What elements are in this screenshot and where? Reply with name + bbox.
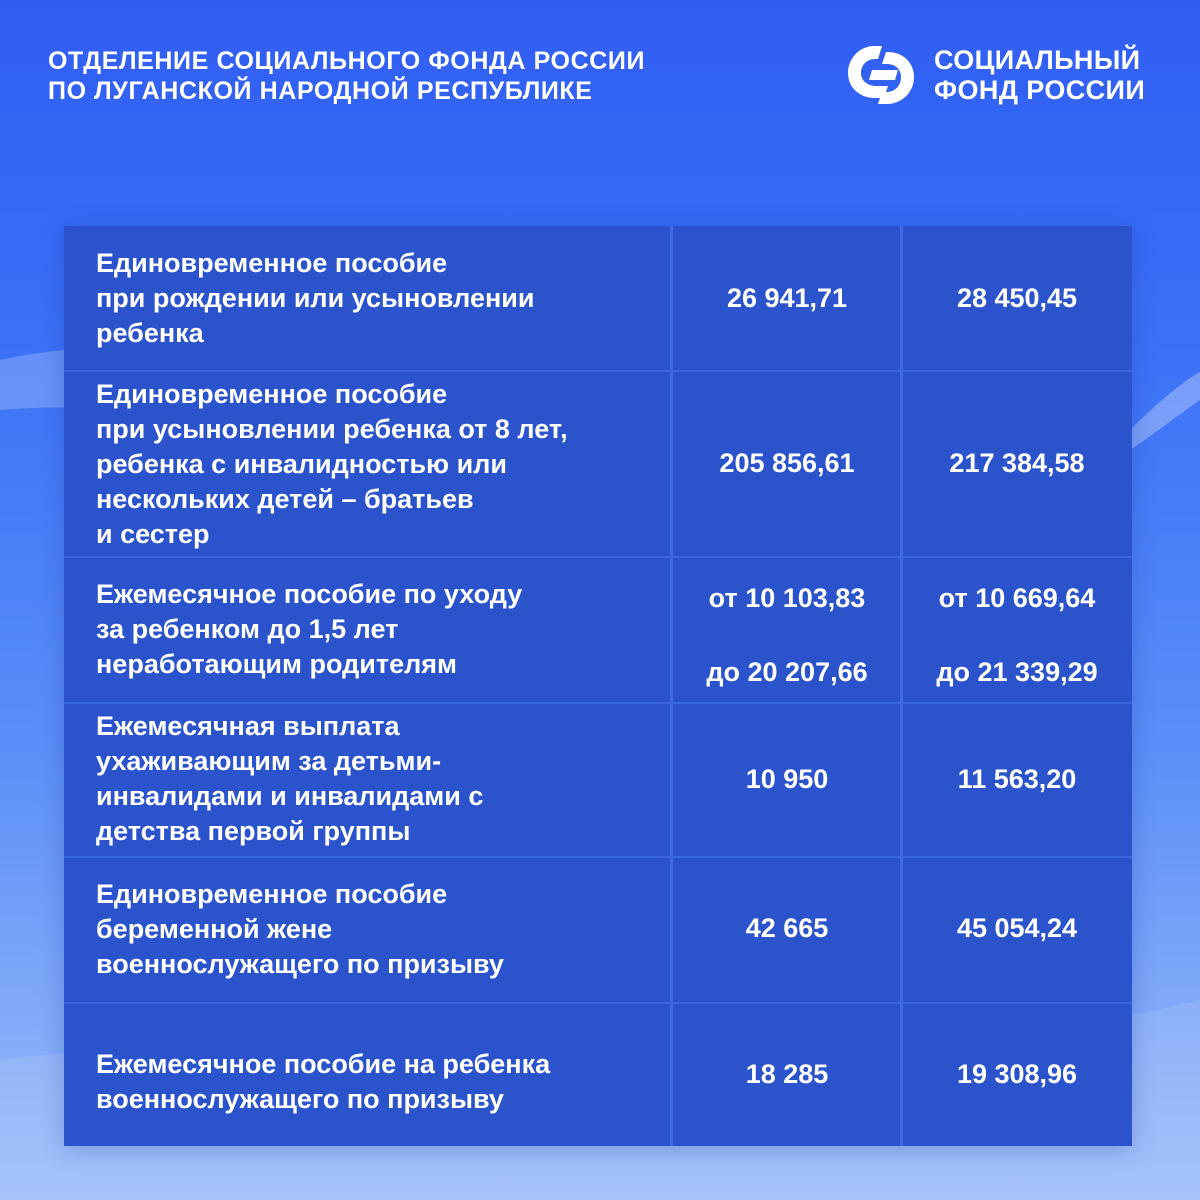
benefit-label-text: Единовременное пособие беременной жене военнослужащего по призыву [96,878,504,979]
value-2024-to: до 21 339,29 [936,657,1098,687]
organization-title-line2: ПО ЛУГАНСКОЙ НАРОДНОЙ РЕСПУБЛИКЕ [48,77,593,105]
value-2023: 26 941,71 [726,283,848,313]
benefit-label-text: Ежемесячное пособие на ребенка военнослужащего по призыву [96,1049,551,1114]
benefits-table [64,226,1132,1146]
benefit-label [96,876,666,982]
value-2024: 217 384,58 [949,448,1085,478]
benefit-label [96,576,666,682]
organization-title-line1: ОТДЕЛЕНИЕ СОЦИАЛЬНОГО ФОНДА РОССИИ [48,47,646,75]
benefit-label-text: Единовременное пособие при усыновлении ребенка от 8 лет, ребенка с инвалидностью или нескольких детей – братьев и сестер [96,378,568,549]
benefit-label [96,244,666,352]
organization-title [48,46,645,106]
benefit-label [96,374,666,554]
value-2024: 19 308,96 [956,1059,1078,1089]
value-2023-to: до 20 207,66 [706,657,868,687]
table-row [64,702,1132,856]
value-2023: 10 950 [745,764,829,794]
value-2023-from: от 10 103,83 [708,583,866,613]
table-row [64,556,1132,702]
value-2023: 18 285 [745,1059,829,1089]
table-row [64,226,1132,370]
table-row [64,1002,1132,1146]
value-2024-from: от 10 669,64 [938,583,1096,613]
value-2023: 205 856,61 [719,448,855,478]
logo-text-line2: ФОНД РОССИИ [934,75,1146,105]
benefit-label-text: Единовременное пособие при рождении или усыновлении ребенка [96,247,535,348]
value-2024: 11 563,20 [957,764,1077,794]
value-2024: 45 054,24 [956,913,1078,943]
table-row [64,370,1132,556]
benefit-label-text: Ежемесячное пособие по уходу за ребенком до 1,5 лет неработающим родителям [96,578,523,679]
benefit-label-text: Ежемесячная выплата ухаживающим за детьми- инвалидами и инвалидами с детства первой группы [96,711,484,846]
value-2024: 28 450,45 [956,283,1078,313]
value-2023: 42 665 [745,913,829,943]
benefit-label [96,708,666,850]
logo-text-line1: СОЦИАЛЬНЫЙ [934,45,1141,75]
sfr-logo-icon [842,40,920,110]
sfr-logo [842,40,1145,110]
benefit-label [96,1042,666,1122]
table-row [64,856,1132,1002]
